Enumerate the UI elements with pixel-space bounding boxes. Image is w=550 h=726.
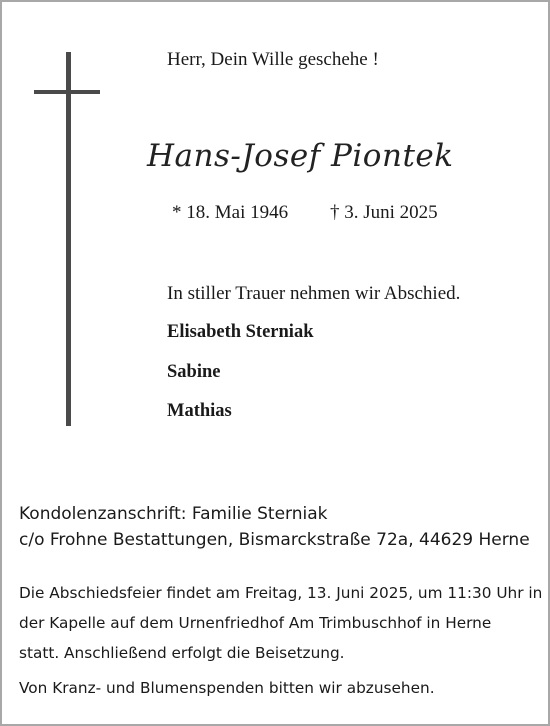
- ceremony-text-line-3: statt. Anschließend erfolgt die Beisetzung.: [19, 644, 345, 662]
- mourner-name: Elisabeth Sterniak: [167, 322, 314, 342]
- motto: Herr, Dein Wille geschehe !: [167, 49, 379, 70]
- ceremony-text-line-2: der Kapelle auf dem Urnenfriedhof Am Trimbuschhof in Herne: [19, 614, 492, 632]
- mourner-name: Mathias: [167, 401, 232, 421]
- cross-icon-horizontal-bar: [34, 90, 100, 94]
- death-date: † 3. Juni 2025: [330, 202, 438, 223]
- flowers-note: Von Kranz- und Blumenspenden bitten wir abzusehen.: [19, 679, 435, 697]
- condolence-address-line-1: Kondolenzanschrift: Familie Sterniak: [19, 504, 328, 524]
- farewell-text: In stiller Trauer nehmen wir Abschied.: [167, 283, 461, 304]
- condolence-address-line-2: c/o Frohne Bestattungen, Bismarckstraße 72a, 44629 Herne: [19, 530, 530, 550]
- ceremony-text-line-1: Die Abschiedsfeier findet am Freitag, 13. Juni 2025, um 11:30 Uhr in: [19, 584, 543, 602]
- cross-icon-vertical-bar: [66, 52, 71, 426]
- mourner-name: Sabine: [167, 362, 221, 382]
- birth-date: * 18. Mai 1946: [172, 202, 289, 223]
- deceased-name: Hans-Josef Piontek: [147, 138, 454, 174]
